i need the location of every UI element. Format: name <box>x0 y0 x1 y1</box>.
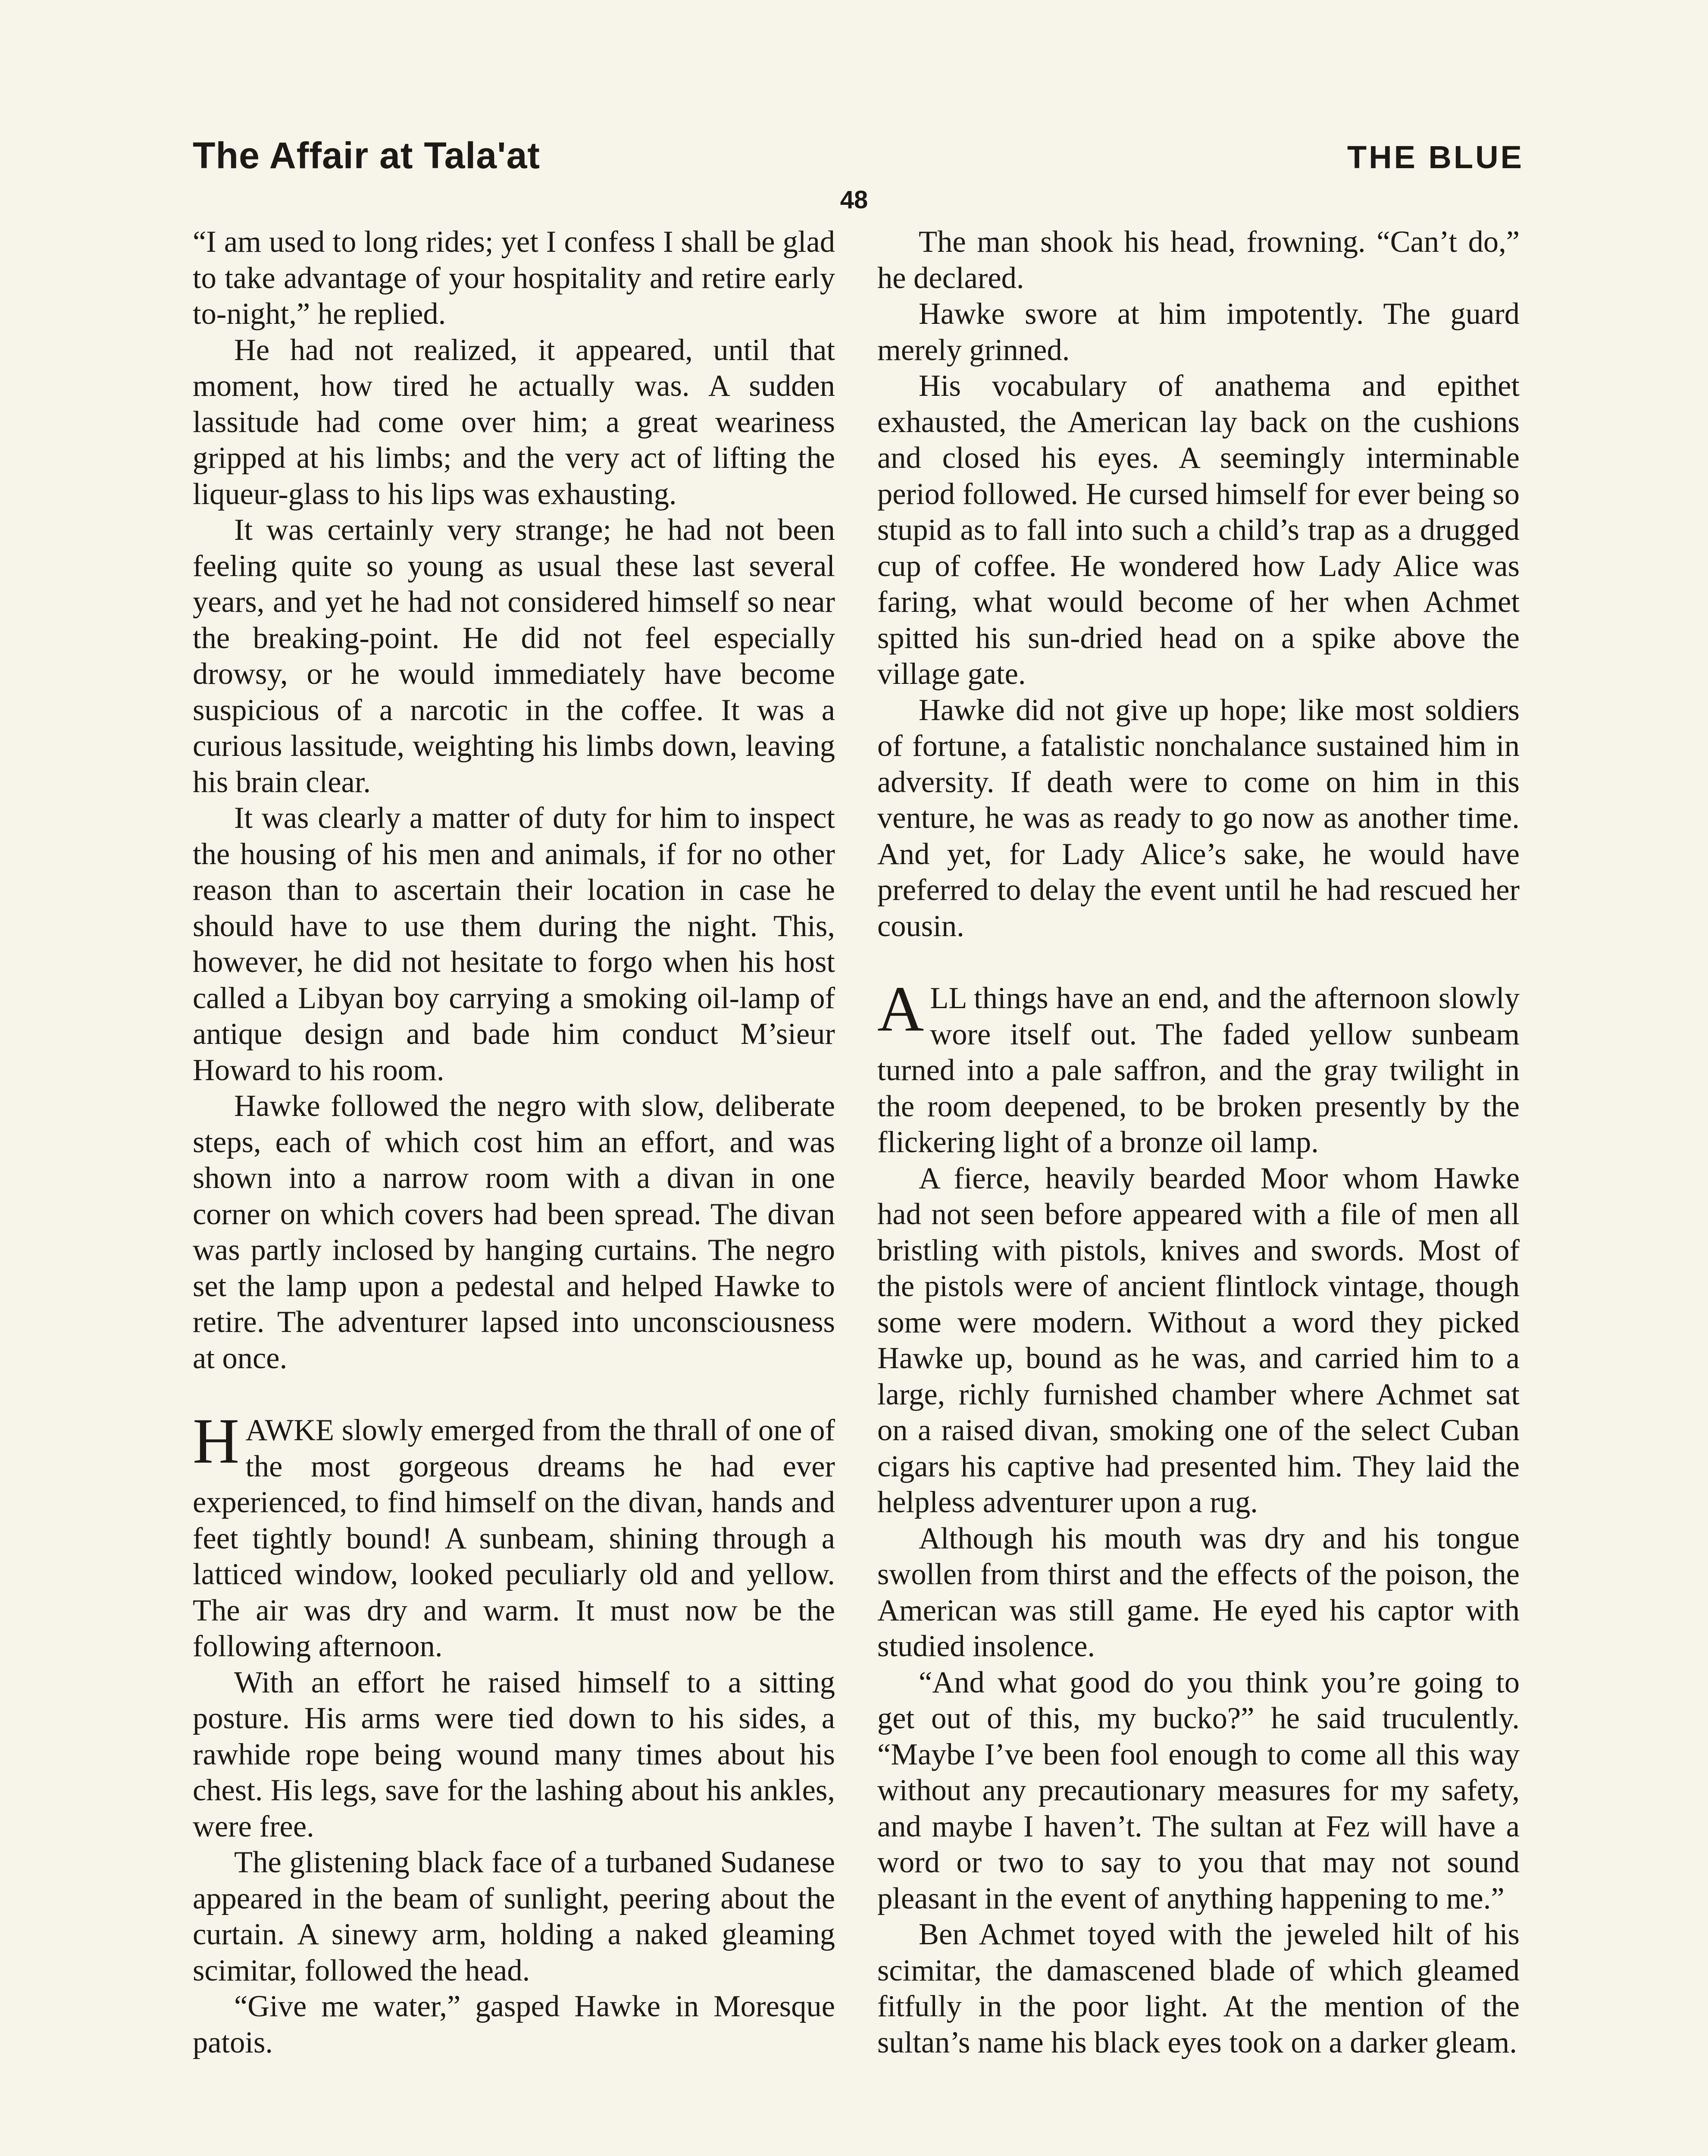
section-lead-paragraph <box>193 1405 835 1665</box>
drop-cap: H <box>193 1405 240 1477</box>
paragraph: With an effort he raised himself to a sitting posture. His arms were tied down to his sides, a rawhide rope being wound many times about his chest. His legs, save for the lashing about his ankles, were free. <box>193 1665 835 1843</box>
right-column <box>877 224 1520 2061</box>
paragraph: “And what good do you think you’re going to get out of this, my bucko?” he said truculently. “Maybe I’ve been fool enough to come all this way without any precautionary measures for my safety, and maybe I haven’t. The sultan at Fez will have a word or two to say to you that may not sound pleasant in the event of anything happening to me.” <box>877 1665 1520 1915</box>
section-lead-text: AWKE slowly emerged from the thrall of one of the most gorgeous dreams he had ever experienced, to find himself on the divan, hands and feet tightly bound! A sunbeam, shining through a latticed window, looked peculiarly old and yellow. The air was dry and warm. It must now be the following afternoon. <box>193 1413 835 1663</box>
story-title: The Affair at Tala'at <box>193 135 541 176</box>
paragraph: Hawke swore at him impotently. The guard merely grinned. <box>877 297 1520 367</box>
drop-cap: A <box>877 973 924 1045</box>
paragraph: His vocabulary of anathema and epithet exhausted, the American lay back on the cushions and closed his eyes. A seemingly interminable period followed. He cursed himself for ever being so stupid as to fall into such a child’s trap as a drugged cup of coffee. He wondered how Lady Alice was faring, what would become of her when Achmet spitted his sun-dried head on a spike above the village gate. <box>877 369 1520 691</box>
paragraph: He had not realized, it appeared, until that moment, how tired he actually was. A sudden lassitude had come over him; a great weariness gripped at his limbs; and the very act of lifting the liqueur-glass to his lips was exhausting. <box>193 333 835 511</box>
magazine-name: THE BLUE <box>1347 139 1524 175</box>
section-lead-text: LL things have an end, and the afternoon slowly wore itself out. The faded yellow sunbeam turned into a pale saffron, and the gray twilight in the room deepened, to be broken presently by the flickering light of a bronze oil lamp. <box>877 981 1520 1159</box>
left-column <box>193 224 835 2061</box>
page-number: 48 <box>840 186 868 214</box>
section-lead-paragraph <box>877 973 1520 1161</box>
paragraph: Ben Achmet toyed with the jeweled hilt of his scimitar, the damascened blade of which gleamed fitfully in the poor light. At the mention of the sultan’s name his black eyes took on a darker gleam. <box>877 1918 1520 2059</box>
paragraph: The glistening black face of a turbaned Sudanese appeared in the beam of sunlight, peering about the curtain. A sinewy arm, holding a naked gleaming scimitar, followed the head. <box>193 1846 835 1987</box>
paragraph: “I am used to long rides; yet I confess I shall be glad to take advantage of your hospitality and retire early to-night,” he replied. <box>193 225 835 331</box>
paragraph: It was clearly a matter of duty for him to inspect the housing of his men and animals, if for no other reason than to ascertain their location in case he should have to use them during the night. This, however, he did not hesitate to forgo when his host called a Libyan boy carrying a smoking oil-lamp of antique design and bade him conduct M’sieur Howard to his room. <box>193 801 835 1087</box>
paragraph: Hawke followed the negro with slow, deliberate steps, each of which cost him an effort, and was shown into a narrow room with a divan in one corner on which covers had been spread. The divan was partly inclosed by hanging curtains. The negro set the lamp upon a pedestal and helped Hawke to retire. The adventurer lapsed into unconsciousness at once. <box>193 1089 835 1375</box>
paragraph: A fierce, heavily bearded Moor whom Hawke had not seen before appeared with a file of men all bristling with pistols, knives and swords. Most of the pistols were of ancient flintlock vintage, though some were modern. Without a word they picked Hawke up, bound as he was, and carried him to a large, richly furnished chamber where Achmet sat on a raised divan, smoking one of the select Cuban cigars his captive had presented him. They laid the helpless adventurer upon a rug. <box>877 1161 1520 1519</box>
paragraph: Hawke did not give up hope; like most soldiers of fortune, a fatalistic nonchalance sustained him in adversity. If death were to come on him in this venture, he was as ready to go now as another time. And yet, for Lady Alice’s sake, he would have preferred to delay the event until he had rescued her cousin. <box>877 693 1520 943</box>
paragraph: Although his mouth was dry and his tongue swollen from thirst and the effects of the poison, the American was still game. He eyed his captor with studied insolence. <box>877 1521 1520 1663</box>
paragraph: It was certainly very strange; he had not been feeling quite so young as usual these last several years, and yet he had not considered himself so near the breaking-point. He did not feel especially drowsy, or he would immediately have become suspicious of a narcotic in the coffee. It was a curious lassitude, weighting his limbs down, leaving his brain clear. <box>193 513 835 799</box>
paragraph: The man shook his head, frowning. “Can’t do,” he declared. <box>877 225 1520 295</box>
paragraph: “Give me water,” gasped Hawke in Moresque patois. <box>193 1990 835 2059</box>
